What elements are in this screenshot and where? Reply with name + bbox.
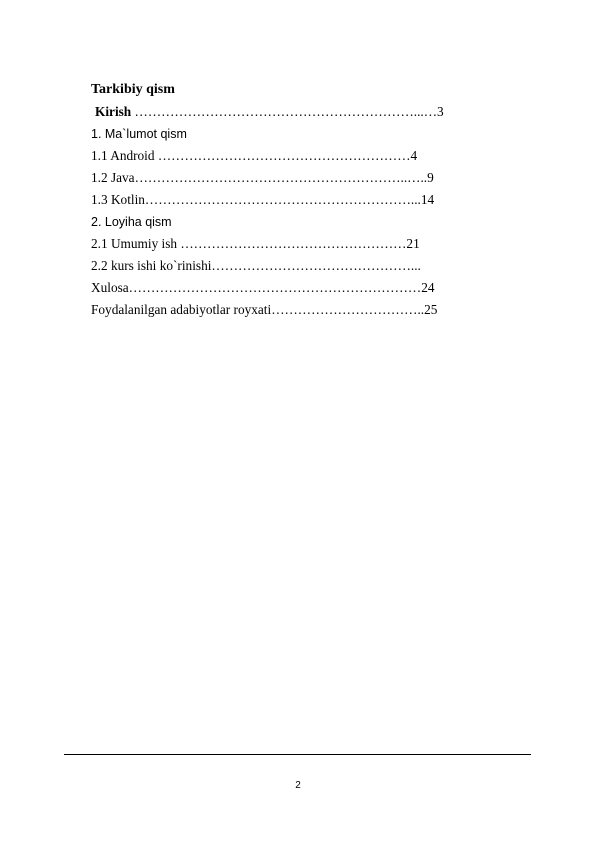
toc-section-malumot: 1. Ma`lumot qism: [91, 127, 187, 141]
toc-section-loyiha: 2. Loyiha qism: [91, 215, 172, 229]
toc-entry-adabiyotlar: Foydalanilgan adabiyotlar royxati……………………………..25: [91, 302, 438, 317]
toc-entry-android: 1.1 Android …………………………………………………4: [91, 148, 418, 163]
table-of-contents: [91, 79, 511, 321]
toc-entry-xulosa: Xulosa…………………………………………………………24: [91, 280, 435, 295]
toc-entry-umumiy-ish: 2.1 Umumiy ish ……………………………………………21: [91, 236, 420, 251]
toc-entry-kurs-ishi: 2.2 kurs ishi ko`rinishi………………………………………...: [91, 258, 421, 273]
toc-entry-java: 1.2 Java……………………………………………………..…..9: [91, 170, 434, 185]
toc-entry-kirish-label: Kirish: [95, 104, 132, 119]
toc-entry-kirish-leader: ………………………………………………………...…3: [131, 104, 444, 119]
toc-heading: Tarkibiy qism: [91, 82, 175, 97]
page-number: 2: [295, 780, 301, 791]
footer-divider: [64, 754, 531, 755]
toc-entry-kirish: [91, 101, 511, 123]
toc-entry-kotlin: 1.3 Kotlin……………………………………………………...14: [91, 192, 435, 207]
